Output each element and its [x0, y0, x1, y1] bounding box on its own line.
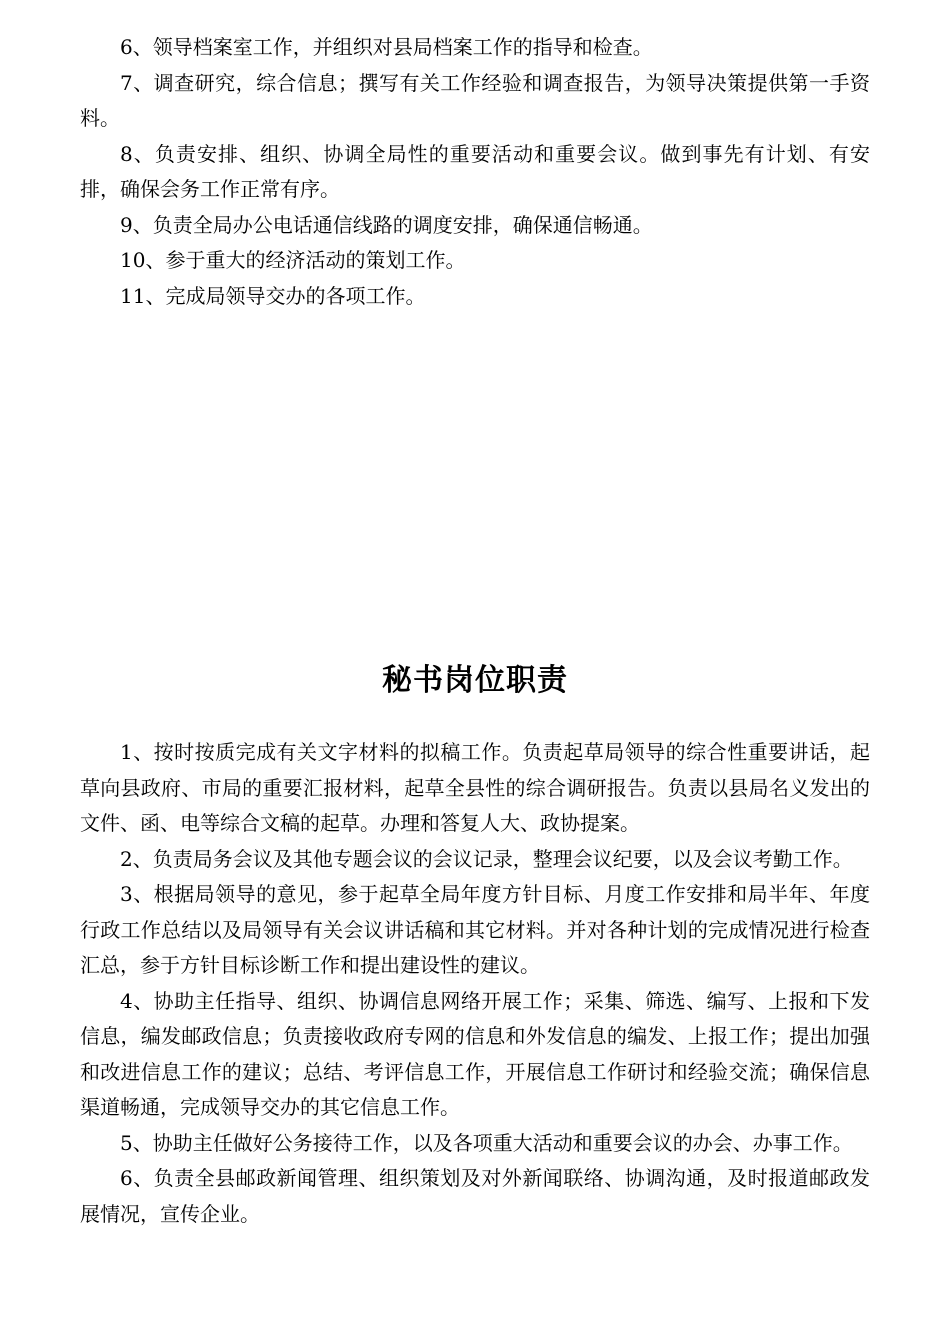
duty-item-8: 8、负责安排、组织、协调全局性的重要活动和重要会议。做到事先有计划、有安排，确保会务工作正常有序。: [80, 141, 870, 201]
secretary-duty-item-2: 2、负责局务会议及其他专题会议的会议记录，整理会议纪要，以及会议考勤工作。: [120, 846, 853, 871]
duty-item-11: 11、完成局领导交办的各项工作。: [120, 283, 426, 308]
duty-item-10: 10、参于重大的经济活动的策划工作。: [120, 248, 466, 272]
duty-item-7: 7、调查研究，综合信息；撰写有关工作经验和调查报告，为领导决策提供第一手资料。: [80, 70, 870, 130]
duty-item-9: 9、负责全局办公电话通信线路的调度安排，确保通信畅通。: [120, 212, 653, 237]
secretary-duty-item-3: 3、根据局领导的意见，参于起草全局年度方针目标、月度工作安排和局半年、年度行政工作总结以及局领导有关会议讲话稿和其它材料。并对各种计划的完成情况进行检查汇总，参于方针目标诊断工作和提出建设性的建议。: [80, 882, 870, 977]
office-duties-continued: [80, 30, 870, 314]
secretary-duty-item-5: 5、协助主任做好公务接待工作，以及各项重大活动和重要会议的办会、办事工作。: [120, 1130, 853, 1155]
secretary-duty-item-4: 4、协助主任指导、组织、协调信息网络开展工作；采集、筛选、编写、上报和下发信息，编发邮政信息；负责接收政府专网的信息和外发信息的编发、上报工作；提出加强和改进信息工作的建议；总结、考评信息工作，开展信息工作研讨和经验交流；确保信息渠道畅通，完成领导交办的其它信息工作。: [80, 988, 870, 1119]
secretary-duties: [80, 735, 870, 1232]
secretary-duty-item-1: 1、按时按质完成有关文字材料的拟稿工作。负责起草局领导的综合性重要讲话，起草向县政府、市局的重要汇报材料，起草全县性的综合调研报告。负责以县局名义发出的文件、函、电等综合文稿的起草。办理和答复人大、政协提案。: [80, 740, 870, 835]
duty-item-6: 6、领导档案室工作，并组织对县局档案工作的指导和检查。: [120, 35, 653, 59]
section-title: 秘书岗位职责: [382, 663, 568, 698]
secretary-duty-item-6: 6、负责全县邮政新闻管理、组织策划及对外新闻联络、协调沟通，及时报道邮政发展情况，宣传企业。: [80, 1166, 870, 1226]
